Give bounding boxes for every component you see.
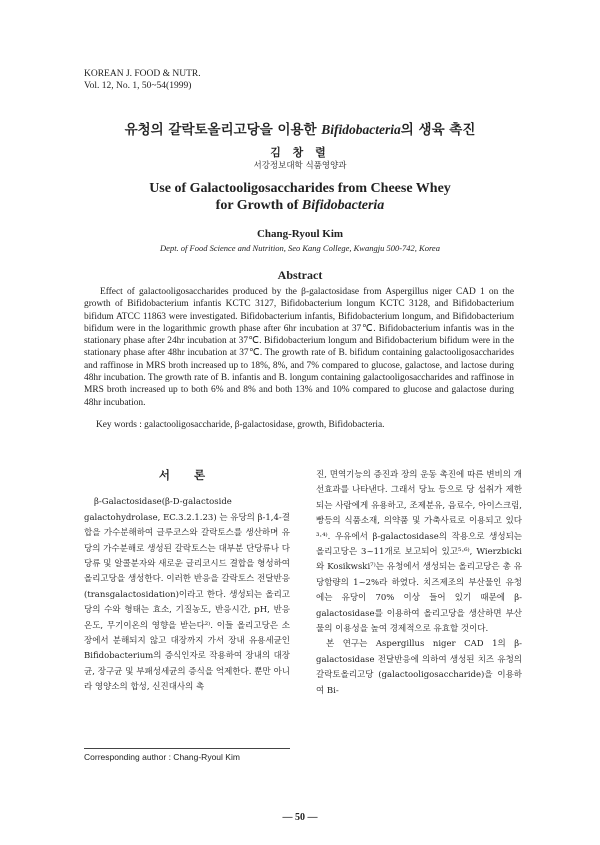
korean-affiliation: 서강정보대학 식품영양과 [253, 161, 347, 171]
korean-title [0, 118, 600, 138]
right-column [316, 468, 522, 699]
korean-author: 김 창 렬 [270, 146, 330, 159]
intro-paragraph: 본 연구는 Aspergillus niger CAD 1의 β-galactosidase 전달반응에 의하여 생성된 치즈 유청의 갈락토올리고당 (galactooligosaccharide)을 이용하여 Bi- [316, 639, 522, 696]
korean-title-part: 의 생육 촉진 [400, 122, 476, 138]
english-author: Chang-Ryoul Kim [256, 228, 344, 240]
keywords: Key words : galactooligosaccharide, β-galactosidase, growth, Bifidobacteria. [96, 420, 385, 430]
journal-name: KOREAN J. FOOD & NUTR. [84, 69, 201, 79]
left-column [84, 468, 290, 696]
journal-volume: Vol. 12, No. 1, 50~54(1999) [84, 81, 192, 91]
korean-title-italic: Bifidobacteria [321, 122, 401, 137]
english-title-italic: Bifidobacteria [301, 198, 385, 213]
english-title-line: Use of Galactooligosaccharides from Cheese Whey [149, 181, 451, 196]
footnote-rule [84, 748, 290, 749]
english-title-line [0, 197, 600, 214]
abstract-text: Effect of galactooligosaccharides produced by the β-galactosidase from Aspergillus niger CAD 1 on the growth of Bifidobacterium infantis KCTC 3127, Bifidobacterium longum KCTC 3128, and Bifidobacterium bifidum ATCC 11863 were investigated. Bifidobacterium infantis, Bifidobacterium longum, and Bifidobacterium bifidum were in the logarithmic growth phase after 6hr incubation at 37℃. Bifidobacterium infantis was in the stationary phase after 24hr incubation at 37℃. Bifidobacterium longum and Bifidobacterium bifidum were in the stationary phase after 48hr incubation at 37℃. The growth rate of B. bifidum containing galactooligosaccharides and raffinose in MRS broth increased up to 18%, 8%, and 7% compared to glucose, galactose, and lactose during 48hr incubation. The growth rate of B. infantis and B. longum containing galactooligosaccharides and raffinose in MRS broth increased up to both 6% and 8% and both 13% and 10% compared to glucose and galactose during 48hr incubation. [84, 287, 514, 408]
english-affiliation: Dept. of Food Science and Nutrition, Seo Kang College, Kwangju 500-742, Korea [160, 243, 440, 253]
english-title-part: for Growth of [215, 198, 302, 213]
journal-header [84, 68, 201, 92]
corresponding-author-footnote: Corresponding author : Chang-Ryoul Kim [84, 752, 240, 762]
intro-paragraph: β-Galactosidase(β-D-galactoside galactohydrolase, EC.3.2.1.23) 는 유당의 β-1,4-결합을 가수분해하여 글루코스와 갈락토스를 생산하며 유당의 가수분해로 생성된 갈락토스는 대부분 단당류나 다당류 및 알콜분자와 새로운 글리코시드 결합을 형성하여 올리고당을 생성한다. 이러한 반응을 갈락토스 전달반응(transgalactosidation)이라고 한다. 생성되는 올리고당의 수와 형태는 효소, 기질농도, 반응시간, pH, 반응온도, 무기이온의 영향을 받는다²⁾. 이들 올리고당은 소장에서 분해되지 않고 대장까지 가서 장내 유용세균인 Bifidobacterium의 증식인자로 작용하여 장내의 대장균, 장구균 및 부패성세균의 증식을 억제한다. 뿐만 아니라 영양소의 합성, 신진대사의 촉 [84, 497, 290, 693]
korean-title-part: 유청의 갈락토올리고당을 이용한 [124, 122, 322, 138]
abstract-heading: Abstract [277, 268, 323, 282]
section-heading-intro: 서 론 [158, 468, 216, 482]
page-number: — 50 — [282, 812, 318, 823]
intro-paragraph: 진, 면역기능의 증진과 장의 운동 촉진에 따른 변비의 개선효과를 나타낸다. 그래서 당뇨 등으로 당 섭취가 제한되는 사람에게 유용하고, 조제분유, 음료수, 아이스크림, 빵등의 식품소재, 의약품 및 가축사료로 이용되고 있다³·⁴⁾. 우유에서 β-galactosidase의 작용으로 생성되는 올리고당은 3~11개로 보고되어 있고⁵·⁶⁾, Wierzbicki와 Kosikwski⁷⁾는 유청에서 생성되는 올리고당은 총 유당함량의 1~2%라 하였다. 치즈제조의 부산물인 유청에는 유당이 70% 이상 들어 있기 때문에 β-galactosidase를 이용하여 올리고당을 생산하면 부산물의 이용성을 높여 경제적으로 유효할 것이다. [316, 470, 522, 635]
abstract-body [84, 286, 514, 409]
english-title [0, 180, 600, 214]
